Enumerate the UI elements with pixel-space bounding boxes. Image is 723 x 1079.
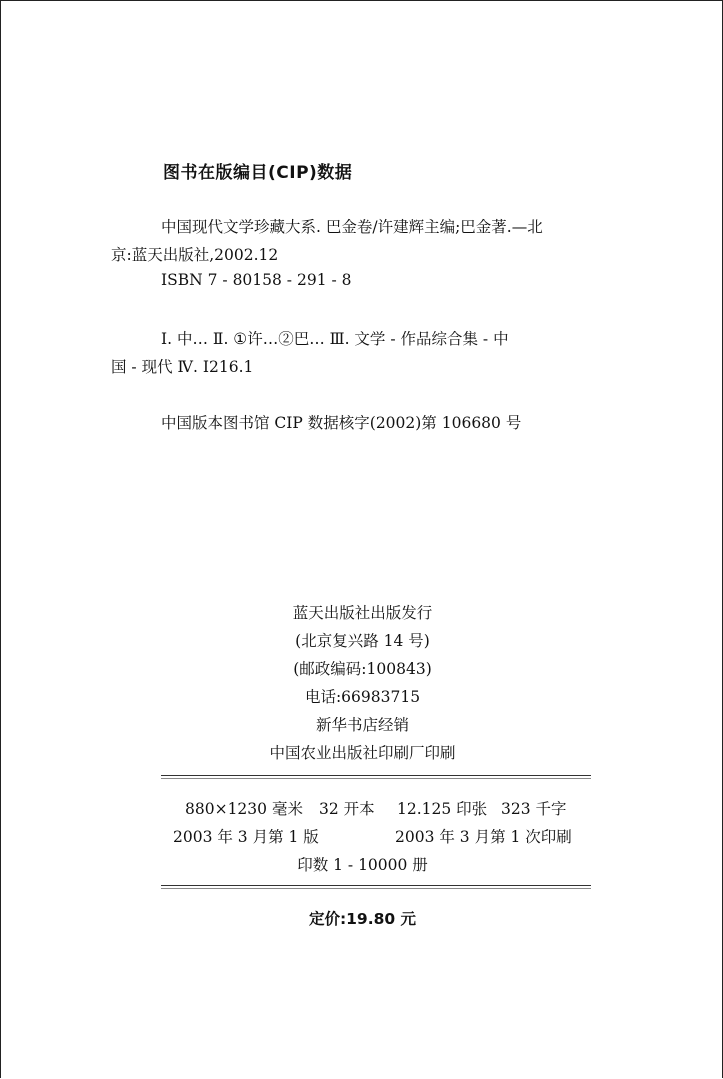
divider-top (161, 775, 591, 779)
spec-words: 323 千字 (501, 800, 567, 818)
divider-bottom (161, 885, 591, 889)
library-record: 中国版本图书馆 CIP 数据核字(2002)第 106680 号 (161, 414, 522, 432)
cip-entry-line-1: 中国现代文学珍藏大系. 巴金卷/许建辉主编;巴金著.—北 (161, 218, 543, 236)
distributor: 新华书店经销 (315, 716, 409, 734)
price: 定价:19.80 元 (308, 910, 417, 928)
spec-edition: 2003 年 3 月第 1 版 (173, 828, 319, 846)
subject-line-1: Ⅰ. 中… Ⅱ. ①许…②巴… Ⅲ. 文学 - 作品综合集 - 中 (161, 330, 509, 348)
printer: 中国农业出版社印刷厂印刷 (269, 744, 456, 762)
spec-print-run: 印数 1 - 10000 册 (297, 856, 428, 874)
publisher-phone: 电话:66983715 (304, 688, 421, 706)
publisher-address: (北京复兴路 14 号) (295, 632, 430, 650)
spec-sheets: 12.125 印张 (397, 800, 488, 818)
spec-kai: 32 开本 (319, 800, 375, 818)
subject-line-2: 国 - 现代 Ⅳ. Ⅰ216.1 (111, 358, 254, 376)
spec-printing: 2003 年 3 月第 1 次印刷 (395, 828, 572, 846)
publisher-name: 蓝天出版社出版发行 (292, 604, 433, 622)
cip-entry-line-2: 京:蓝天出版社,2002.12 (111, 246, 279, 264)
cip-heading: 图书在版编目(CIP)数据 (163, 163, 353, 183)
publisher-postcode: (邮政编码:100843) (293, 660, 432, 678)
isbn: ISBN 7 - 80158 - 291 - 8 (161, 271, 352, 289)
spec-format: 880×1230 毫米 (185, 800, 303, 818)
